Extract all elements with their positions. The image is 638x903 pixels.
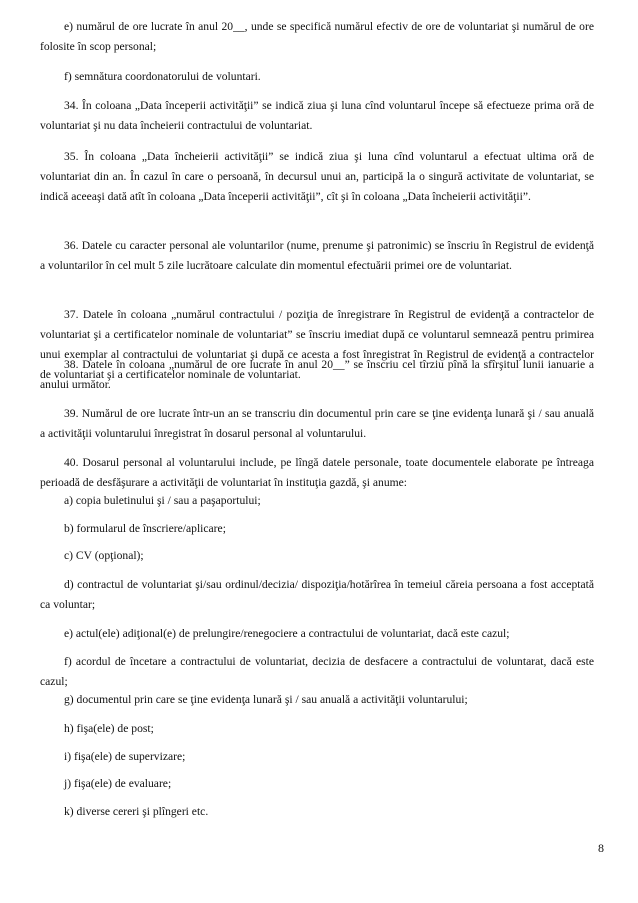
list-item-a: a) copia buletinului şi / sau a paşaportului; [64, 494, 261, 507]
paragraph-38: 38. Datele în coloana „numărul de ore lucrate în anul 20__” se înscriu cel tîrziu pînă la sfîrşitul lunii ianuarie a anului următor. [40, 358, 594, 391]
list-item-e: e) actul(ele) adiţional(e) de prelungire/renegociere a contractului de voluntariat, dacă este cazul; [64, 627, 510, 640]
list-item-j: j) fişa(ele) de evaluare; [64, 777, 172, 790]
paragraph-35: 35. În coloana „Data încheierii activităţii” se indică ziua şi luna cînd voluntarul a efectuat ultima oră de voluntariat din an. În cazul în care o persoană, în decursul unui an, participă la o singură activitate de voluntariat, se indică aceeaşi dată atît în coloana „Data începerii activităţii”, cît şi în coloana „Data încheierii activităţii”. [40, 150, 594, 203]
paragraph-36: 36. Datele cu caracter personal ale voluntarilor (nume, prenume şi patronimic) se înscriu în Registrul de evidenţă a voluntarilor în cel mult 5 zile lucrătoare calculate din momentul efectuării primei ore de voluntariat. [40, 239, 594, 272]
list-item-d: d) contractul de voluntariat şi/sau ordinul/decizia/ dispoziţia/hotărîrea în temeiul căreia persoana a fost acceptată ca voluntar; [40, 578, 594, 611]
list-item-b: b) formularul de înscriere/aplicare; [64, 522, 226, 535]
page-number: 8 [598, 841, 604, 855]
paragraph-f-signature: f) semnătura coordonatorului de voluntari. [64, 70, 261, 83]
paragraph-e-hours: e) numărul de ore lucrate în anul 20__, unde se specifică numărul efectiv de ore de voluntariat şi numărul de ore folosite în scop personal; [40, 20, 594, 53]
paragraph-40: 40. Dosarul personal al voluntarului include, pe lîngă datele personale, toate documentele elaborate pe întreaga perioadă de desfăşurare a activităţii de voluntariat în instituţia gazdă, şi anume: [40, 456, 594, 489]
paragraph-39: 39. Numărul de ore lucrate într-un an se transcriu din documentul prin care se ţine evidenţa lunară şi / sau anuală a activităţii voluntarului înregistrat în dosarul personal al voluntarului. [40, 407, 594, 440]
paragraph-34: 34. În coloana „Data începerii activităţii” se indică ziua şi luna cînd voluntarul începe să efectueze prima oră de voluntariat şi nu data încheierii contractului de voluntariat. [40, 99, 594, 132]
list-item-h: h) fişa(ele) de post; [64, 722, 154, 735]
list-item-c: c) CV (opţional); [64, 549, 144, 562]
list-item-i: i) fişa(ele) de supervizare; [64, 750, 186, 763]
list-item-k: k) diverse cereri şi plîngeri etc. [64, 805, 209, 818]
list-item-g: g) documentul prin care se ţine evidenţa lunară şi / sau anuală a activităţii voluntarului; [64, 693, 468, 706]
paragraph-37: 37. Datele în coloana „numărul contractului / poziţia de înregistrare în Registrul de evidenţă a contractelor de voluntariat şi a certificatelor nominale de voluntariat” se înscriu imediat după ce voluntarul semnează pentru primirea unui exemplar al contractului de voluntariat şi după ce acesta a fost înregistrat în Registrul de evidenţă a contractelor de voluntariat şi a certificatelor nominale de voluntariat. [40, 308, 594, 381]
list-item-f: f) acordul de încetare a contractului de voluntariat, decizia de desfacere a contractului de voluntarat, dacă este cazul; [40, 655, 594, 688]
